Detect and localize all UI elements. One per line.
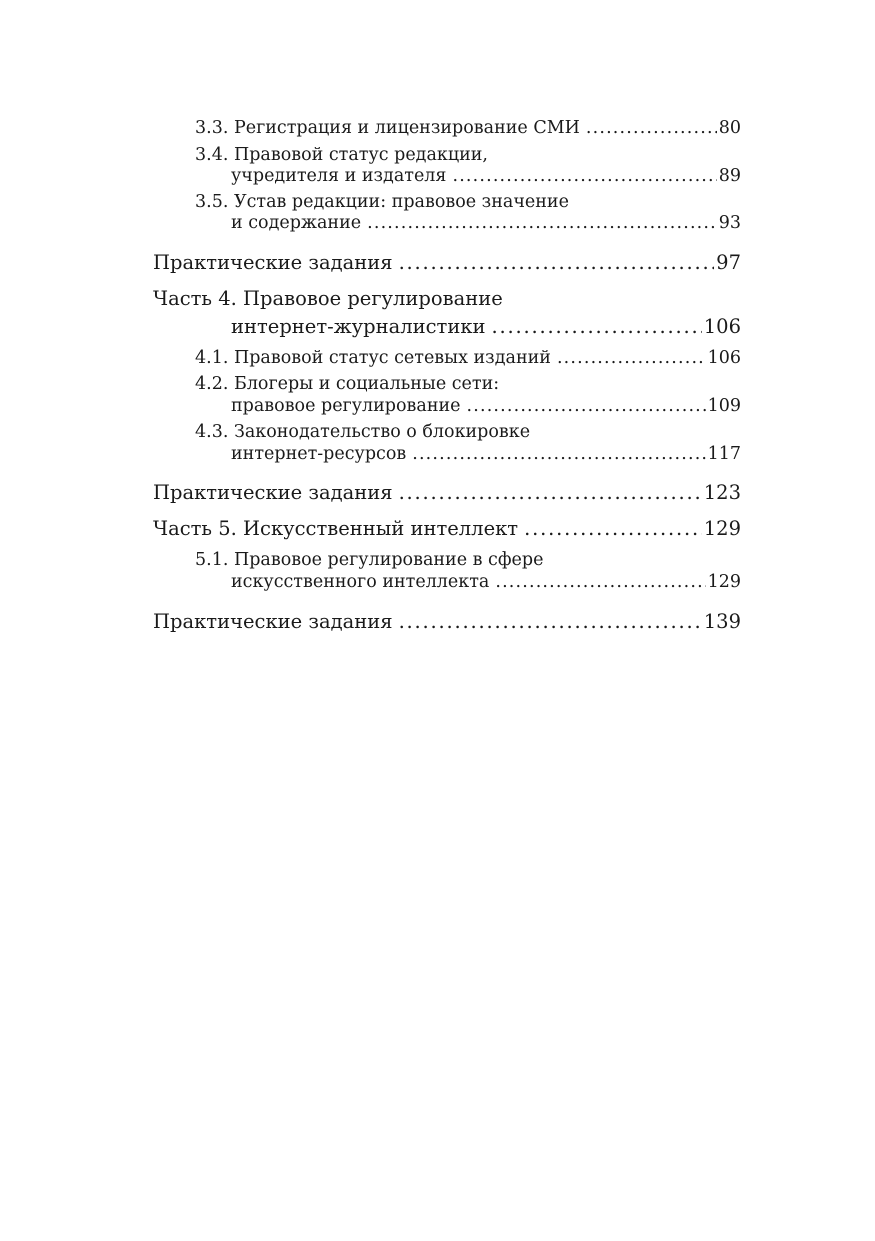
leader-dots	[399, 251, 715, 274]
toc-entry-practice-3	[153, 251, 741, 274]
toc-page-number: 93	[718, 213, 741, 233]
toc-entry-title: 5.1. Правовое регулирование в сфере	[195, 550, 544, 570]
toc-page-number: 106	[707, 348, 741, 368]
toc-entry-title: Практические задания	[153, 481, 393, 504]
toc-entry-part-4-cont	[231, 315, 741, 338]
toc-entry-title: Часть 4. Правовое регулирование	[153, 287, 503, 310]
toc-entry-4-1	[195, 348, 741, 368]
toc-page-number: 89	[718, 166, 741, 186]
toc-entry-title: Часть 5. Искусственный интеллект	[153, 517, 519, 540]
toc-page-number: 139	[703, 610, 741, 633]
toc-entry-3-4-cont	[231, 166, 741, 186]
toc-entry-title-cont: искусственного интеллекта	[231, 572, 490, 592]
toc-page-number: 129	[703, 517, 741, 540]
toc-entry-part-5	[153, 517, 741, 540]
leader-dots	[467, 396, 706, 416]
toc-entry-title: Практические задания	[153, 251, 393, 274]
toc-entry-practice-4	[153, 481, 741, 504]
toc-page-number: 106	[703, 315, 741, 338]
leader-dots	[399, 481, 702, 504]
toc-page-number: 109	[707, 396, 741, 416]
toc-entry-3-5-cont	[231, 213, 741, 233]
toc-entry-title: 4.3. Законодательство о блокировке	[195, 422, 531, 442]
toc-page-number: 123	[703, 481, 741, 504]
toc-entry-3-3	[195, 118, 741, 138]
leader-dots	[412, 444, 705, 464]
toc-entry-title: 4.1. Правовой статус сетевых изданий	[195, 348, 551, 368]
toc-entry-title: 3.3. Регистрация и лицензирование СМИ	[195, 118, 580, 138]
leader-dots	[524, 517, 702, 540]
toc-page-number: 97	[716, 251, 741, 274]
leader-dots	[586, 118, 717, 138]
leader-dots	[452, 166, 716, 186]
leader-dots	[492, 315, 702, 338]
toc-page-number: 80	[718, 118, 741, 138]
toc-entry-title-cont: интернет-ресурсов	[231, 444, 407, 464]
toc-entry-title: Практические задания	[153, 610, 393, 633]
toc-entry-title: 4.2. Блогеры и социальные сети:	[195, 374, 500, 394]
toc-entry-title: 3.5. Устав редакции: правовое значение	[195, 192, 569, 212]
toc-page-number: 129	[707, 572, 741, 592]
toc-entry-practice-5	[153, 610, 741, 633]
toc-page-number: 117	[707, 444, 741, 464]
leader-dots	[367, 213, 717, 233]
leader-dots	[557, 348, 706, 368]
leader-dots	[495, 572, 705, 592]
toc-entry-4-3-cont	[231, 444, 741, 464]
toc-entry-title-cont: интернет-журналистики	[231, 315, 486, 338]
toc-entry-title: 3.4. Правовой статус редакции,	[195, 145, 488, 165]
toc-entry-title-cont: и содержание	[231, 213, 362, 233]
toc-entry-title-cont: правовое регулирование	[231, 396, 461, 416]
leader-dots	[399, 610, 702, 633]
toc-entry-title-cont: учредителя и издателя	[231, 166, 447, 186]
toc-entry-4-2-cont	[231, 396, 741, 416]
toc-entry-5-1-cont	[231, 572, 741, 592]
